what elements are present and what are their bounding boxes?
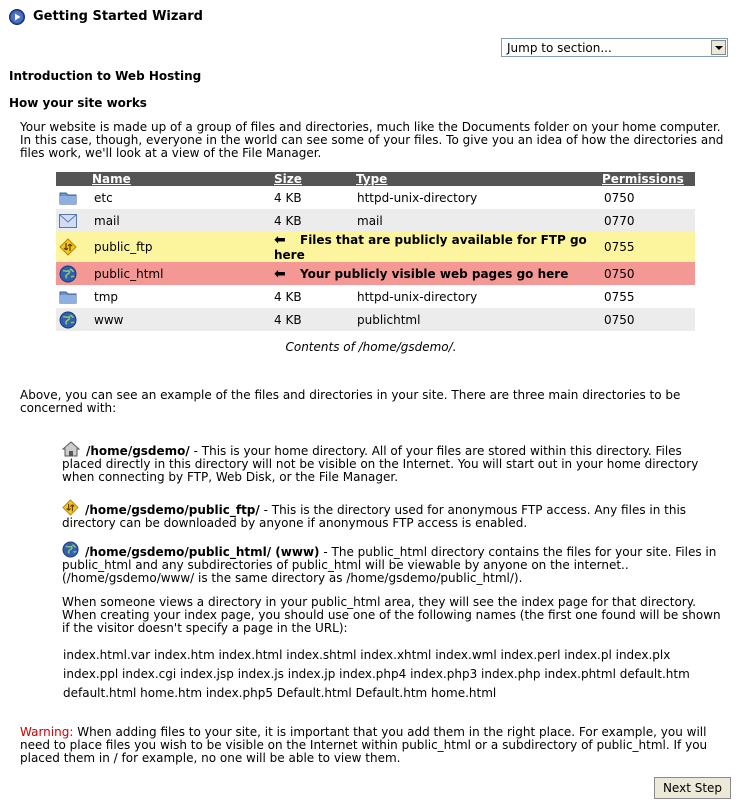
ftp-icon [62, 499, 79, 516]
header-permissions[interactable]: Permissions [602, 172, 695, 186]
row-permissions: 0755 [602, 232, 695, 262]
row-size: 4 KB [274, 190, 302, 205]
globe-icon [56, 262, 92, 285]
section-title: Introduction to Web Hosting [9, 69, 202, 83]
table-caption: Contents of /home/gsdemo/. [285, 340, 457, 354]
folder-icon [56, 186, 92, 209]
dir-home [62, 441, 722, 484]
warning-paragraph [20, 726, 732, 765]
ftp-note-text: Files that are publicly available for FTP go here [274, 233, 587, 262]
header-name[interactable]: Name [92, 172, 274, 186]
intro-paragraph: Your website is made up of a group of files and directories, much like the Documents folder on your home computer. In this case, though, everyone in the world can see some of your files. To give you an idea of how the directories and files work, we'll look at a view of the File Manager. [20, 120, 724, 160]
index-names-row: default.html home.htm index.php5 Default.html Default.htm home.html [63, 686, 497, 700]
index-names-row: index.html.var index.htm index.html index.shtml index.xhtml index.wml index.perl index.pl index.plx [63, 648, 671, 662]
table-row [56, 186, 695, 209]
mail-icon [56, 209, 92, 232]
above-paragraph: Above, you can see an example of the files and directories in your site. There are three main directories to be concerned with: [20, 388, 681, 415]
dir-ftp-desc: - This is the directory used for anonymous FTP access. Any files in this directory can be downloaded by anyone if anonymous FTP access is enabled. [62, 503, 687, 530]
index-intro-paragraph: When someone views a directory in your public_html area, they will see the index page for that directory. When creating your index page, you should use one of the following names (the first one found will be shown if the visitor doesn't specify a page in the URL): [62, 595, 721, 635]
row-name[interactable]: mail [92, 209, 274, 232]
row-permissions: 0750 [602, 308, 695, 331]
table-row [56, 232, 695, 262]
globe-icon [62, 541, 79, 558]
file-manager-table [56, 172, 695, 331]
subsection-title: How your site works [9, 96, 147, 110]
table-row [56, 209, 695, 232]
dir-html-path: /home/gsdemo/public_html/ (www) [85, 545, 320, 559]
row-name[interactable]: etc [94, 190, 113, 205]
table-row [56, 308, 695, 331]
warning-text: When adding files to your site, it is important that you add them in the right place. For example, you will need to place files you wish to be visible on the Internet within public_html or a subdirectory of public_html. If you placed them in / for example, no one will be able to view them. [20, 725, 708, 765]
arrow-left-icon: ⬅ [274, 232, 286, 248]
row-name[interactable]: public_html [92, 262, 274, 285]
html-note [274, 262, 602, 285]
dir-html-desc: - The public_html directory contains the files for your site. Files in public_html and any subdirectories of public_html will be viewable by anyone on the internet.. (/home/gsdemo/www/ is the same directory as /home/gsdemo/public_html/). [62, 545, 717, 585]
next-step-button[interactable]: Next Step [654, 777, 731, 799]
row-permissions: 0750 [604, 190, 635, 205]
header-size[interactable]: Size [274, 172, 356, 186]
index-names-row: index.ppl index.cgi index.jsp index.js index.jp index.php4 index.php3 index.php index.phtml default.htm [63, 667, 690, 681]
dir-public-html [62, 541, 722, 585]
dir-public-ftp [62, 499, 722, 530]
globe-icon [56, 308, 92, 331]
arrow-left-icon: ⬅ [274, 265, 286, 282]
table-row [56, 285, 695, 308]
dir-home-desc: - This is your home directory. All of your files are stored within this directory. Files placed directly in this directory will not be visible on the Internet. You will start out in your home directory when connecting by FTP, Web Disk, or the File Manager. [62, 444, 699, 484]
ftp-icon [56, 232, 92, 262]
row-type: httpd-unix-directory [357, 190, 478, 205]
table-header-row [56, 172, 695, 186]
row-size: 4 KB [274, 308, 356, 331]
row-type: publichtml [356, 308, 602, 331]
ftp-note [274, 232, 602, 262]
row-size: 4 KB [274, 209, 356, 232]
jump-selected-value: Jump to section... [507, 41, 612, 55]
html-note-text: Your publicly visible web pages go here [300, 266, 569, 281]
wizard-title: Getting Started Wizard [33, 9, 203, 24]
header-type[interactable]: Type [356, 172, 602, 186]
row-permissions: 0755 [604, 289, 635, 304]
row-name[interactable]: public_ftp [92, 232, 274, 262]
row-name[interactable]: www [92, 308, 274, 331]
jump-to-section-select[interactable] [501, 38, 728, 57]
row-permissions: 0750 [602, 262, 695, 285]
row-size: 4 KB [274, 289, 302, 304]
row-permissions: 0770 [602, 209, 695, 232]
warning-label: Warning: [20, 725, 74, 739]
home-icon [62, 441, 80, 457]
dir-ftp-path: /home/gsdemo/public_ftp/ [85, 503, 260, 517]
chevron-down-icon[interactable] [711, 40, 726, 55]
dir-home-path: /home/gsdemo/ [86, 444, 190, 458]
row-type: httpd-unix-directory [357, 289, 478, 304]
row-name[interactable]: tmp [94, 289, 119, 304]
table-row [56, 262, 695, 285]
header-icon-col [56, 172, 92, 186]
row-type: mail [356, 209, 602, 232]
folder-icon [56, 285, 92, 308]
play-circle-icon [9, 9, 25, 25]
